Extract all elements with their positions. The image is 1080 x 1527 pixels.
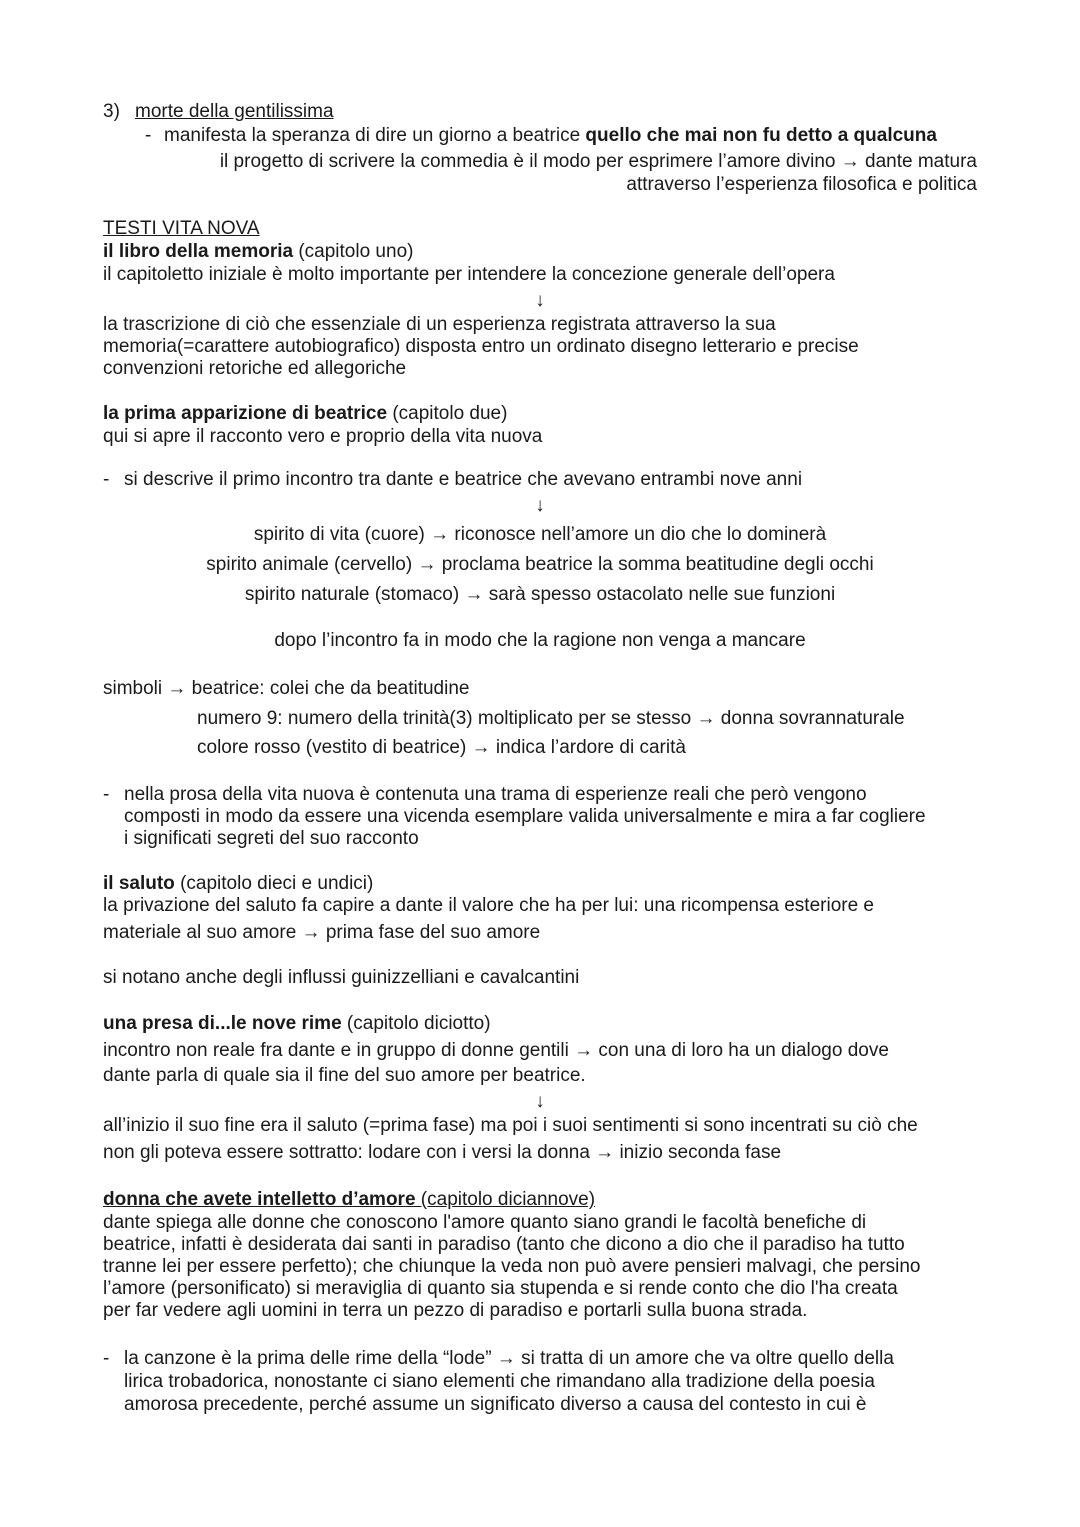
bullet-dash: - bbox=[103, 784, 110, 805]
bullet-dash: - bbox=[103, 469, 110, 490]
symbol-line: simboli → beatrice: colei che da beatitudine bbox=[103, 678, 470, 699]
subsection-title bbox=[103, 1013, 491, 1035]
arrow-down-icon: ↓ bbox=[535, 290, 545, 311]
paragraph-line: incontro non reale fra dante e in gruppo di donne gentili → con una di loro ha un dialogo dove bbox=[103, 1040, 889, 1061]
spirit-line: spirito naturale (stomaco) → sarà spesso ostacolato nelle sue funzioni bbox=[244, 584, 836, 605]
note-line: il progetto di scrivere la commedia è il modo per esprimere l’amore divino → dante matura bbox=[219, 151, 977, 172]
paragraph-line: la privazione del saluto fa capire a dante il valore che ha per lui: una ricompensa esteriore e bbox=[103, 895, 875, 916]
subsection-title-rest: (capitolo due) bbox=[387, 403, 508, 424]
subsection-title-bold: il saluto bbox=[103, 873, 175, 894]
subsection-title-bold: il libro della memoria bbox=[103, 241, 294, 262]
paragraph-line: beatrice, infatti è desiderata dai santi in paradiso (tanto che dicono a dio che il paradiso ha tutto bbox=[103, 1234, 905, 1255]
subsection-title-rest: (capitolo diciotto) bbox=[341, 1013, 491, 1034]
paragraph-line: si notano anche degli influssi guinizzelliani e cavalcantini bbox=[103, 967, 580, 988]
bullet-dash: - bbox=[103, 1348, 110, 1369]
paragraph-line: l’amore (personificato) si meraviglia di quanto sia stupenda e si rende conto che dio l'ha creata bbox=[103, 1278, 898, 1299]
paragraph-line: convenzioni retoriche ed allegoriche bbox=[103, 358, 407, 379]
subsection-title bbox=[103, 241, 413, 263]
note-bold-text: quello che mai non fu detto a qualcuna bbox=[585, 125, 937, 146]
paragraph-line: qui si apre il racconto vero e proprio della vita nuova bbox=[103, 426, 543, 447]
subsection-title-bold: donna che avete intelletto d’amore bbox=[103, 1189, 416, 1210]
subsection-title-rest: (capitolo diciannove) bbox=[415, 1189, 596, 1210]
symbol-line: numero 9: numero della trinità(3) moltiplicato per se stesso → donna sovrannaturale bbox=[197, 708, 905, 729]
bullet-text: composti in modo da essere una vicenda esemplare valida universalmente e mira a far cogliere bbox=[124, 806, 926, 827]
subsection-title-rest: (capitolo dieci e undici) bbox=[174, 873, 374, 894]
bullet-text: lirica trobadorica, nonostante ci siano elementi che rimandano alla tradizione della poesia bbox=[124, 1371, 875, 1392]
note-line: attraverso l’esperienza filosofica e politica bbox=[626, 174, 977, 195]
subsection-title bbox=[103, 873, 373, 895]
subsection-title bbox=[103, 1189, 595, 1211]
paragraph-line: all’inizio il suo fine era il saluto (=prima fase) ma poi i suoi sentimenti si sono incentrati su ciò che bbox=[103, 1115, 918, 1136]
section-title: morte della gentilissima bbox=[135, 101, 334, 122]
bullet-text: amorosa precedente, perché assume un significato diverso a causa del contesto in cui è bbox=[124, 1394, 867, 1415]
subsection-title-rest: (capitolo uno) bbox=[293, 241, 414, 262]
paragraph-line: non gli poteva essere sottratto: lodare con i versi la donna → inizio seconda fase bbox=[103, 1142, 782, 1163]
subsection-title-bold: una presa di...le nove rime bbox=[103, 1013, 342, 1034]
paragraph-line: la trascrizione di ciò che essenziale di un esperienza registrata attraverso la sua bbox=[103, 314, 776, 335]
paragraph-line: dante spiega alle donne che conoscono l'amore quanto siano grandi le facoltà benefiche di bbox=[103, 1212, 867, 1233]
note-line bbox=[164, 125, 937, 147]
spirit-line: spirito animale (cervello) → proclama beatrice la somma beatitudine degli occhi bbox=[206, 554, 874, 575]
paragraph-line: dopo l’incontro fa in modo che la ragione non venga a mancare bbox=[274, 630, 806, 651]
bullet-text: si descrive il primo incontro tra dante e beatrice che avevano entrambi nove anni bbox=[124, 469, 803, 490]
bullet-dash: - bbox=[145, 125, 152, 146]
subsection-title-bold: la prima apparizione di beatrice bbox=[103, 403, 388, 424]
bullet-text: la canzone è la prima delle rime della “lode” → si tratta di un amore che va oltre quello della bbox=[124, 1348, 894, 1369]
bullet-text: i significati segreti del suo racconto bbox=[124, 828, 419, 849]
paragraph-line: tranne lei per essere perfetto); che chiunque la veda non può avere pensieri malvagi, che persino bbox=[103, 1256, 921, 1277]
arrow-down-icon: ↓ bbox=[535, 1091, 545, 1112]
paragraph-line: per far vedere agli uomini in terra un pezzo di paradiso e portarli sulla buona strada. bbox=[103, 1300, 808, 1321]
note-text: manifesta la speranza di dire un giorno a beatrice bbox=[164, 125, 586, 146]
section-heading: TESTI VITA NOVA bbox=[103, 218, 260, 239]
paragraph-line: memoria(=carattere autobiografico) disposta entro un ordinato disegno letterario e precise bbox=[103, 336, 859, 357]
section-number: 3) bbox=[103, 101, 120, 122]
paragraph-line: materiale al suo amore → prima fase del suo amore bbox=[103, 922, 541, 943]
paragraph-line: il capitoletto iniziale è molto importante per intendere la concezione generale dell’opera bbox=[103, 264, 835, 285]
symbol-line: colore rosso (vestito di beatrice) → indica l’ardore di carità bbox=[197, 737, 686, 758]
paragraph-line: dante parla di quale sia il fine del suo amore per beatrice. bbox=[103, 1065, 586, 1086]
subsection-title bbox=[103, 403, 507, 425]
spirit-line: spirito di vita (cuore) → riconosce nell’amore un dio che lo dominerà bbox=[253, 524, 827, 545]
arrow-down-icon: ↓ bbox=[535, 495, 545, 516]
bullet-text: nella prosa della vita nuova è contenuta una trama di esperienze reali che però vengono bbox=[124, 784, 867, 805]
